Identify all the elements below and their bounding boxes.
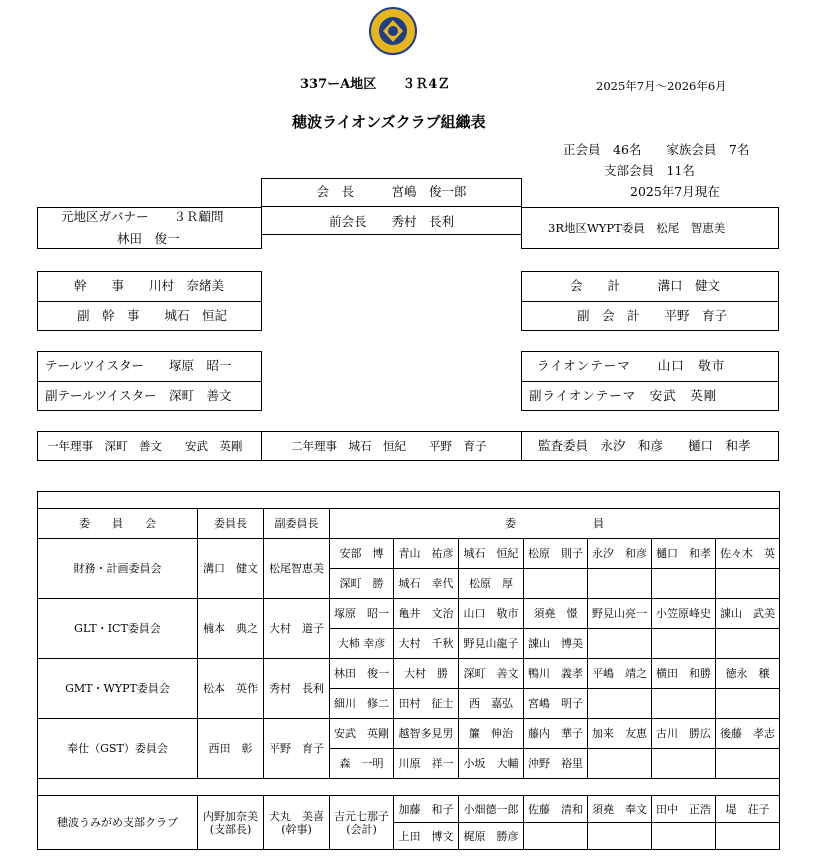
header-members: 委 員 [330,509,780,539]
committee-table [37,491,780,850]
member-cell: 梶原 勝彦 [459,823,524,850]
member-cell [652,749,716,779]
branch-chair-role: (支部長) [209,822,252,836]
member-cell: 須堯 憬 [524,599,588,629]
member-cell: 城石 恒紀 [459,539,524,569]
member-cell: 深町 善文 [459,659,524,689]
member-count-1: 正会員 46名 家族会員 7名 [563,142,750,157]
committee-name: GLT・ICT委員会 [38,599,198,659]
committee-name: 奉仕（GST）委員会 [38,719,198,779]
member-cell [652,569,716,599]
member-cell: 須堯 奉文 [588,796,652,823]
branch-chair-name: 内野加奈美 [203,809,258,823]
member-cell: 堤 荘子 [716,796,780,823]
member-cell: 安武 英剛 [330,719,394,749]
member-cell: 樋口 和孝 [652,539,716,569]
header-committee: 委 員 会 [38,509,198,539]
branch-secretary-name: 犬丸 美喜 [269,809,324,823]
member-cell [588,749,652,779]
page-title: 穂波ライオンズクラブ組織表 [292,113,486,131]
member-cell: 諌山 博美 [524,629,588,659]
member-cell: 佐々木 英 [716,539,780,569]
table-row [38,539,780,569]
member-cell: 佐藤 清和 [524,796,588,823]
member-cell [716,823,780,850]
member-cell [588,823,652,850]
lions-logo [367,6,419,56]
table-header-row [38,509,780,539]
member-cell: 諌山 武美 [716,599,780,629]
president: 会 長 宮嶋 俊一郎 [316,184,467,199]
secretary: 幹 事 川村 奈緒美 [74,278,225,293]
member-cell: 越智多見男 [394,719,459,749]
first-year-directors: 一年理事 深町 善文 安武 英剛 [47,439,243,453]
member-cell: 簾 伸治 [459,719,524,749]
member-cell: 古川 勝広 [652,719,716,749]
branch-club-name: 穂波うみがめ支部クラブ [38,796,198,850]
member-cell: 川原 祥一 [394,749,459,779]
member-cell: 塚原 昭一 [330,599,394,629]
committee-vice-chair: 松尾智恵美 [264,539,330,599]
member-cell: 平嶋 靖之 [588,659,652,689]
table-row [38,719,780,749]
member-cell [716,629,780,659]
fiscal-period: 2025年7月～2026年6月 [596,79,727,93]
member-cell: 大柿 幸彦 [330,629,394,659]
former-governor-name: 林田 俊一 [117,231,180,246]
table-row [38,796,780,823]
member-cell: 沖野 裕里 [524,749,588,779]
member-cell [588,689,652,719]
branch-treasurer [330,796,394,850]
committee-name: 財務・計画委員会 [38,539,198,599]
member-cell: 大村 勝 [394,659,459,689]
district-zone: 337ーA地区 ３Ｒ4Ｚ [300,77,451,92]
committee-vice-chair: 大村 道子 [264,599,330,659]
member-cell: 小坂 大輔 [459,749,524,779]
committee-chair: 西田 彰 [198,719,264,779]
branch-secretary [264,796,330,850]
second-year-directors: 二年理事 城石 恒紀 平野 育子 [291,439,487,453]
table-row [38,659,780,689]
committee-vice-chair: 平野 育子 [264,719,330,779]
member-cell: 松原 則子 [524,539,588,569]
branch-treasurer-name: 吉元七那子 [334,809,389,823]
former-governor-title: 元地区ガバナー ３Ｒ顧問 [61,209,224,224]
committee-chair: 楠本 典之 [198,599,264,659]
table-spacer [38,779,780,796]
member-cell: 西 嘉弘 [459,689,524,719]
member-cell [716,749,780,779]
member-cell: 鴨川 義孝 [524,659,588,689]
as-of-date: 2025年7月現在 [630,184,720,199]
branch-secretary-role: (幹事) [281,822,312,836]
table-top-spacer [38,492,780,509]
vice-treasurer: 副 会 計 平野 育子 [577,308,728,323]
header-chair: 委員長 [198,509,264,539]
member-cell: 亀井 文治 [394,599,459,629]
vice-tail-twister: 副テールツイスター 深町 善文 [45,388,232,403]
member-cell: 青山 祐彦 [394,539,459,569]
member-cell: 徳永 穣 [716,659,780,689]
member-cell: 大村 千秋 [394,629,459,659]
member-cell: 永汐 和彦 [588,539,652,569]
member-cell: 後藤 孝志 [716,719,780,749]
auditors: 監査委員 永汐 和彦 樋口 和孝 [538,438,751,453]
member-cell [716,569,780,599]
committee-chair: 松本 英作 [198,659,264,719]
committee-name: GMT・WYPT委員会 [38,659,198,719]
wypt-officer: 3R地区WYPT委員 松尾 智恵美 [548,221,726,235]
member-cell: 上田 博文 [394,823,459,850]
member-cell [524,823,588,850]
member-cell: 森 一明 [330,749,394,779]
member-cell [716,689,780,719]
member-cell: 田村 征士 [394,689,459,719]
member-cell [588,569,652,599]
past-president: 前会長 秀村 長利 [328,214,454,229]
lion-tamer: ライオンテーマ 山口 敬市 [537,358,726,373]
member-cell: 小畑德一郎 [459,796,524,823]
branch-treasurer-role: (会計) [346,822,377,836]
vice-lion-tamer: 副ライオンテーマ 安武 英剛 [529,388,718,403]
member-cell: 山口 敬市 [459,599,524,629]
member-count-2: 支部会員 11名 [604,163,695,178]
member-cell: 小笠原峰史 [652,599,716,629]
vice-secretary: 副 幹 事 城石 恒記 [77,308,228,323]
member-cell: 松原 厚 [459,569,524,599]
member-cell: 安部 博 [330,539,394,569]
treasurer: 会 計 溝口 健文 [570,278,721,293]
tail-twister: テールツイスター 塚原 昭一 [45,358,232,373]
member-cell: 宮嶋 明子 [524,689,588,719]
member-cell [524,569,588,599]
member-cell: 野見山亮一 [588,599,652,629]
committee-vice-chair: 秀村 長利 [264,659,330,719]
member-cell: 加藤 和子 [394,796,459,823]
member-cell: 田中 正浩 [652,796,716,823]
member-cell: 林田 俊一 [330,659,394,689]
member-cell [652,689,716,719]
table-row [38,599,780,629]
member-cell [588,629,652,659]
member-cell: 加来 友恵 [588,719,652,749]
member-cell: 細川 修二 [330,689,394,719]
member-cell [652,629,716,659]
branch-chair [198,796,264,850]
committee-chair: 溝口 健文 [198,539,264,599]
member-cell: 城石 幸代 [394,569,459,599]
member-cell: 野見山龍子 [459,629,524,659]
member-cell: 横田 和勝 [652,659,716,689]
member-cell: 深町 勝 [330,569,394,599]
member-cell [652,823,716,850]
header-vice-chair: 副委員長 [264,509,330,539]
member-cell: 藤内 華子 [524,719,588,749]
